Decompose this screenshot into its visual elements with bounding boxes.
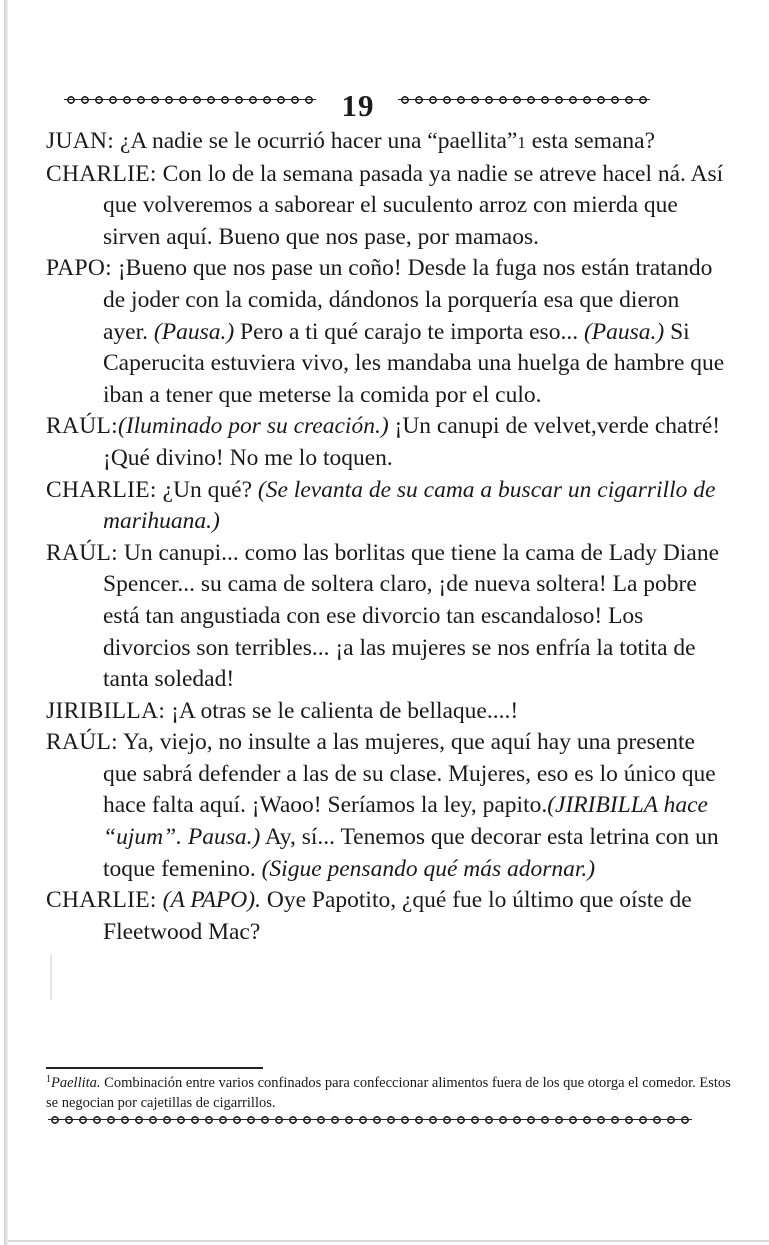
dialogue-line xyxy=(46,411,726,474)
footnote-text: Combinación entre varios confinados para confeccionar alimentos fuera de los que otorga el comedor. Estos se negocian por cajetillas de cigarrillos. xyxy=(46,1075,731,1111)
stage-direction: (Se levanta de su cama a buscar un cigarrillo de marihuana.) xyxy=(103,476,716,535)
footer-ornament xyxy=(48,1115,692,1125)
header-ornament-right xyxy=(398,95,650,105)
footnote-marker: 1 xyxy=(46,1074,51,1085)
speaker-name: JIRIBILLA: xyxy=(46,697,166,724)
dialogue-line xyxy=(46,159,726,254)
dialogue-line xyxy=(46,253,726,411)
speaker-name: CHARLIE: xyxy=(46,476,157,503)
speaker-name: RAÚL: xyxy=(46,413,118,440)
dialogue-text: Pero a ti qué carajo te importa eso... xyxy=(234,318,584,345)
scan-smudge xyxy=(50,955,52,1000)
speaker-name: PAPO: xyxy=(46,255,112,282)
dialogue-line xyxy=(46,727,726,885)
speaker-name: JUAN: xyxy=(46,128,115,154)
dialogue-text: Ya, viejo, no insulte a las mujeres, que aquí hay una presente que sabrá defender a las de su clase. Mujeres, eso es lo único que hace falta aquí. ¡Waoo! Seríamos la ley, papito. xyxy=(103,729,716,819)
dialogue-text: ¡Un canupi de velvet,verde chatré! ¡Qué divino! No me lo toquen. xyxy=(103,413,721,471)
page-number: 19 xyxy=(341,88,375,123)
dialogue-line xyxy=(46,126,726,159)
footnote-reference: 1 xyxy=(517,133,526,152)
dialogue-text: ¡Bueno que nos pase un coño! Desde la fuga nos están tratando de joder con la comida, dándonos la porquería esa que dieron ayer. xyxy=(103,255,713,345)
stage-direction: (Pausa.) xyxy=(583,318,665,345)
stage-direction: (A PAPO). xyxy=(162,887,261,914)
dialogue-text: ¿Un qué? xyxy=(156,476,258,503)
dialogue-text: ¿A nadie se le ocurrió hacer una “paellita” xyxy=(114,128,518,154)
speaker-name: CHARLIE: xyxy=(46,160,157,187)
stage-direction: (Sigue pensando qué más adornar.) xyxy=(261,855,596,882)
header-ornament-left xyxy=(64,95,316,105)
dialogue-text: ¡A otras se le calienta de bellaque....! xyxy=(165,697,519,724)
script-body xyxy=(46,126,726,948)
dialogue-text: Un canupi... como las borlitas que tiene la cama de Lady Diane Spencer... su cama de soltera claro, ¡de nueva soltera! La pobre está tan angustiada con ese divorcio tan escandaloso! Los divorcios son terribles... ¡a las mujeres se nos enfría la totita de tanta soledad! xyxy=(103,539,719,693)
dialogue-line xyxy=(46,885,726,948)
dialogue-line xyxy=(46,475,726,538)
speaker-name: RAÚL: xyxy=(46,539,118,566)
dialogue-text: Si Caperucita estuviera vivo, les mandaba una huelga de hambre que iban a tener que meterse la comida por el culo. xyxy=(103,318,725,408)
footnote xyxy=(46,1070,736,1113)
bottom-edge-rule xyxy=(8,1240,769,1242)
dialogue-line xyxy=(46,696,726,728)
dialogue-text: Oye Papotito, ¿qué fue lo último que oíste de Fleetwood Mac? xyxy=(103,887,692,945)
dialogue-text: Con lo de la semana pasada ya nadie se atreve hacel ná. Así que volveremos a saborear el suculento arroz con mierda que sirven aquí. Bueno que nos pase, por mamaos. xyxy=(103,160,724,250)
stage-direction: (JIRIBILLA hace “ujum”. Pausa.) xyxy=(103,792,708,851)
dialogue-text: Ay, sí... Tenemos que decorar esta letrina con un toque femenino. xyxy=(103,824,719,882)
speaker-name: CHARLIE: xyxy=(46,887,157,914)
stage-direction: (Iluminado por su creación.) xyxy=(118,413,389,440)
footnote-term: Paellita. xyxy=(51,1075,101,1091)
speaker-name: RAÚL: xyxy=(46,729,118,756)
dialogue-text: esta semana? xyxy=(525,128,655,154)
stage-direction: (Pausa.) xyxy=(153,318,235,345)
dialogue-line xyxy=(46,538,726,696)
footnote-rule xyxy=(46,1067,263,1069)
left-edge-shadow xyxy=(4,0,8,1245)
